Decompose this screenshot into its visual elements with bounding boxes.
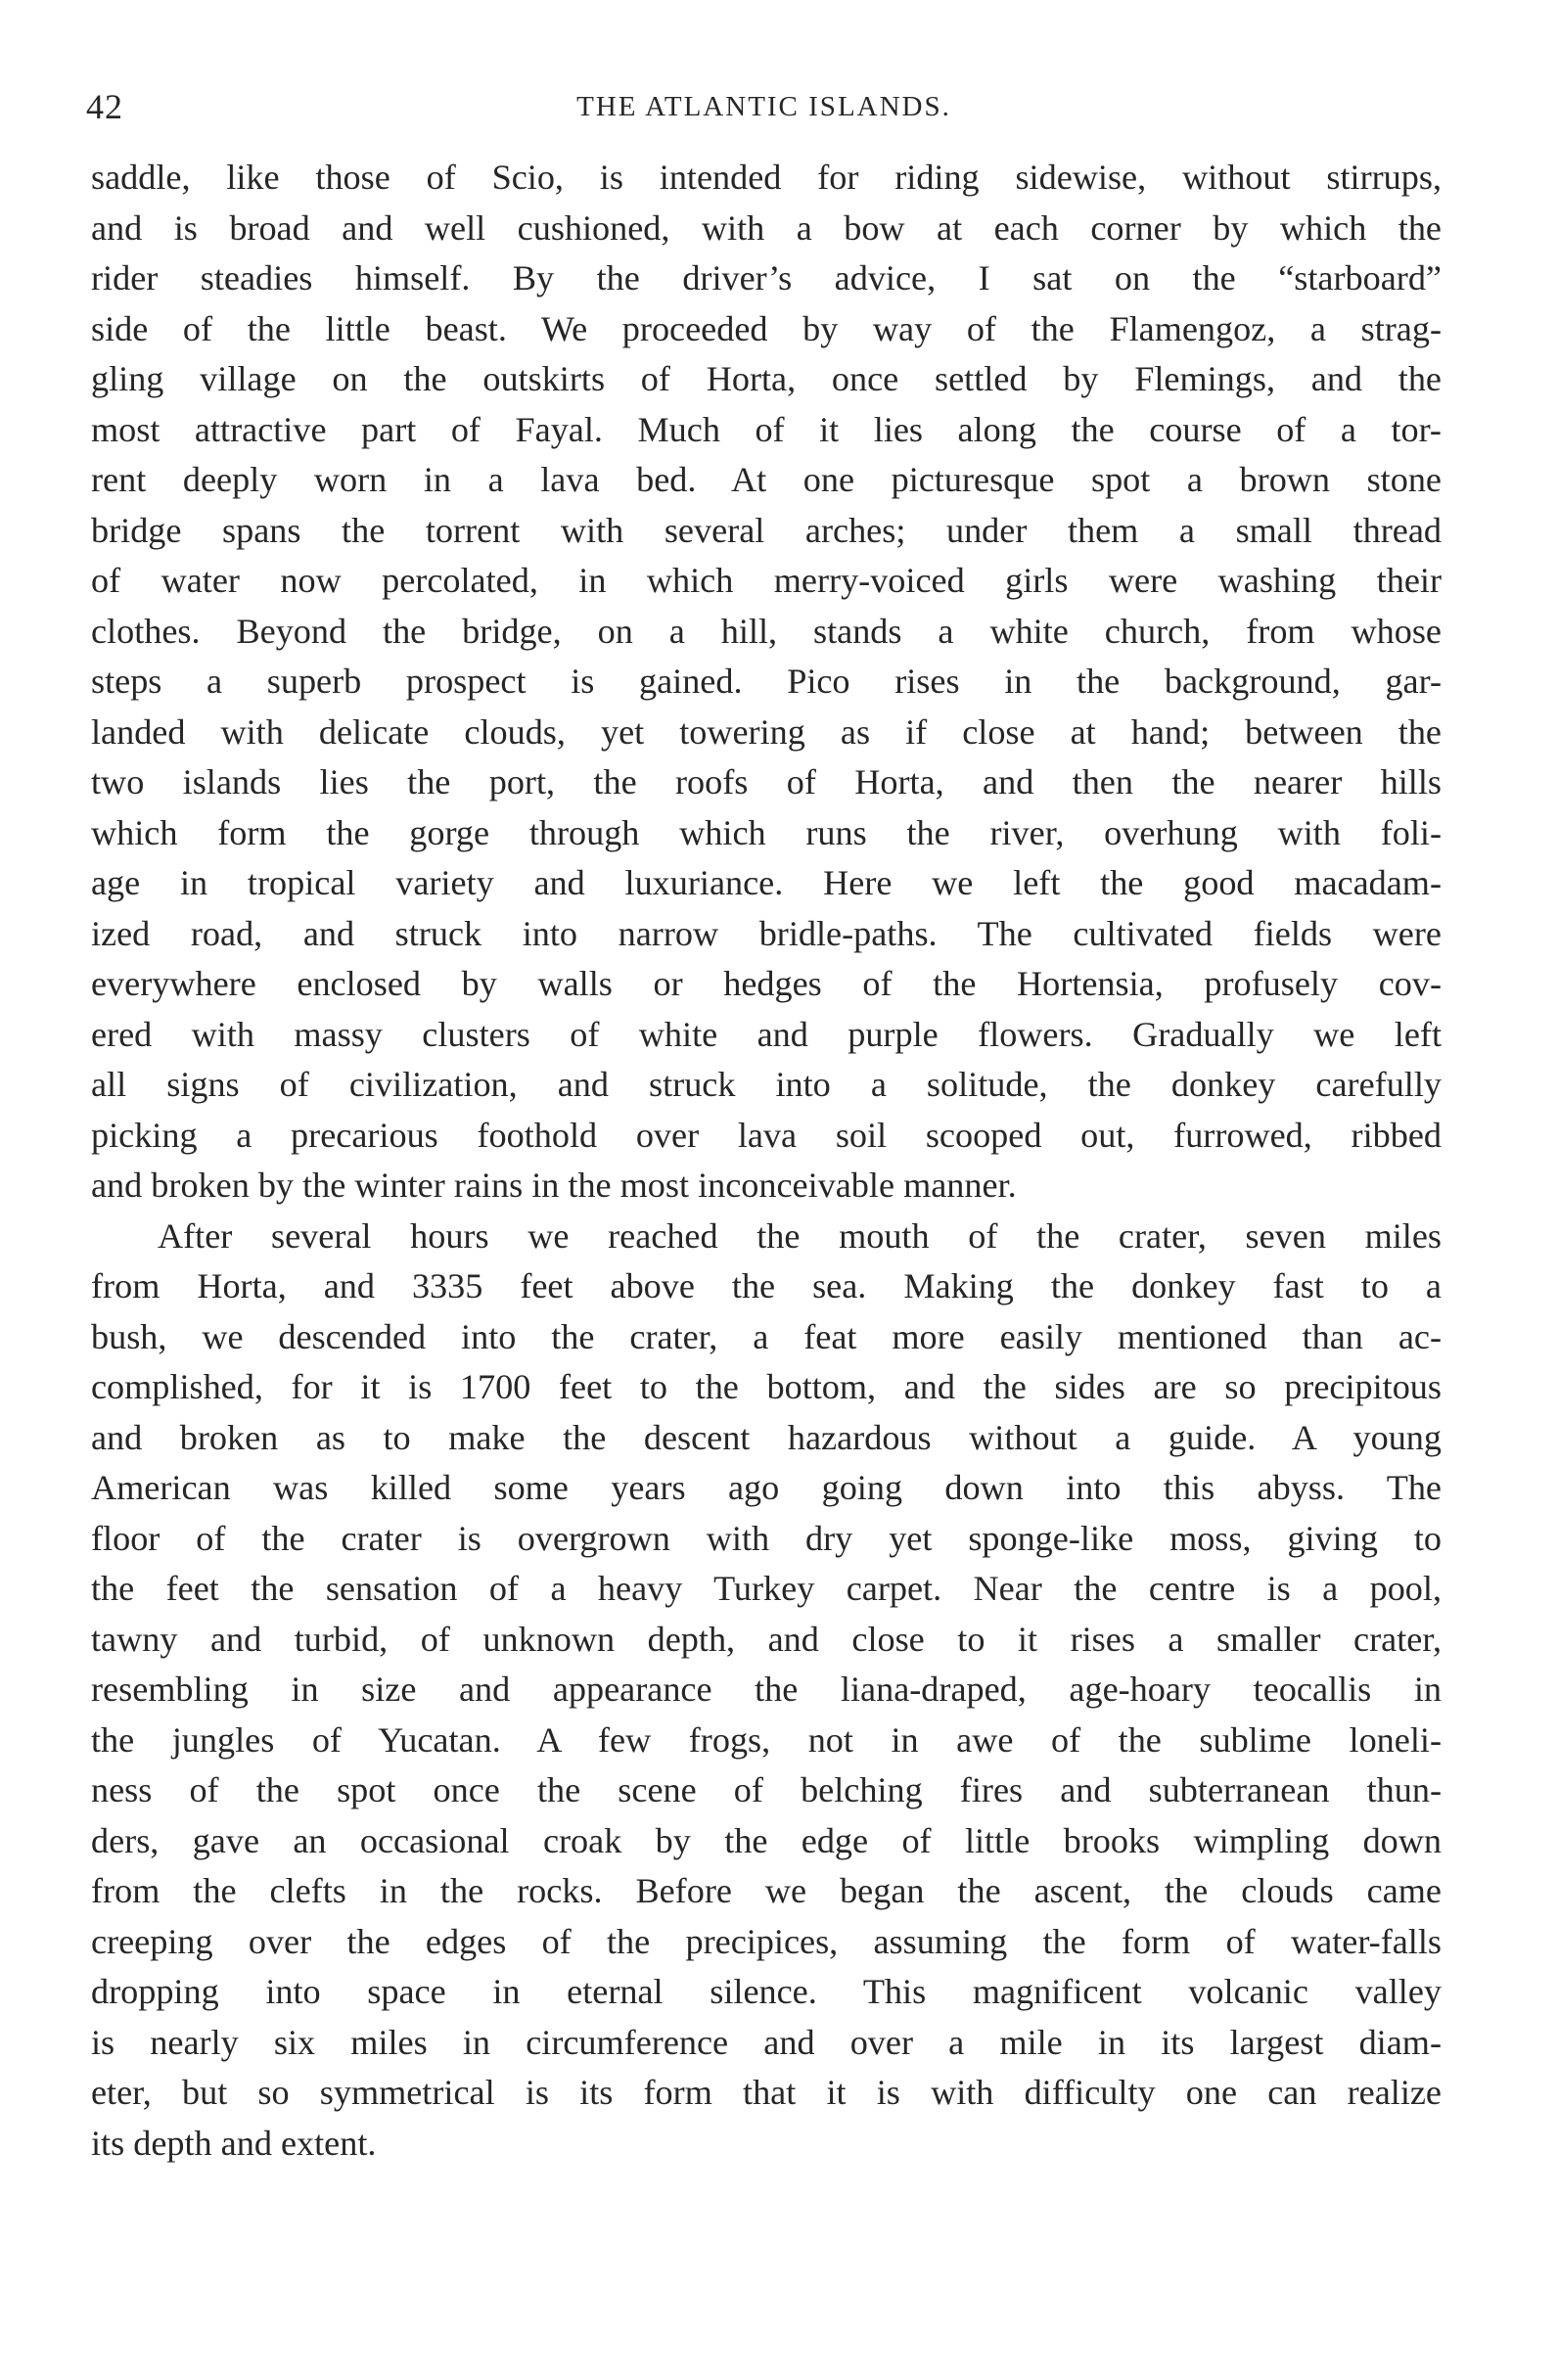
text-line: resembling in size and appearance the liana-draped, age-hoary teocallis in — [91, 1670, 1442, 1709]
text-line: steps a superb prospect is gained. Pico rises in the background, gar- — [91, 662, 1442, 701]
text-line: everywhere enclosed by walls or hedges of the Hortensia, profusely cov- — [91, 964, 1442, 1003]
text-line: creeping over the edges of the precipices, assuming the form of water-falls — [91, 1921, 1442, 1961]
text-line: all signs of civilization, and struck into a solitude, the donkey carefully — [91, 1065, 1442, 1104]
text-line: American was killed some years ago going down into this abyss. The — [91, 1468, 1442, 1507]
text-line: and is broad and well cushioned, with a bow at each corner by which the — [91, 207, 1442, 248]
text-line: most attractive part of Fayal. Much of it lies along the course of a tor- — [91, 409, 1442, 449]
body-text — [91, 153, 1442, 2169]
text-line: ness of the spot once the scene of belching fires and subterranean thun- — [91, 1770, 1442, 1809]
text-line: gling village on the outskirts of Horta, once settled by Flemings, and the — [91, 359, 1442, 398]
text-line: dropping into space in eternal silence. This magnificent volcanic valley — [91, 1972, 1442, 2011]
text-line: its depth and extent. — [91, 2123, 377, 2163]
text-line: ized road, and struck into narrow bridle-paths. The cultivated fields were — [91, 913, 1442, 953]
text-line: the feet the sensation of a heavy Turkey carpet. Near the centre is a pool, — [91, 1569, 1442, 1608]
text-line: eter, but so symmetrical is its form that it is with difficulty one can realize — [91, 2073, 1442, 2112]
page-number: 42 — [86, 87, 123, 126]
text-line: ered with massy clusters of white and purple flowers. Gradually we left — [91, 1014, 1442, 1054]
text-line: which form the gorge through which runs the river, overhung with foli- — [91, 812, 1442, 852]
text-line: age in tropical variety and luxuriance. Here we left the good macadam- — [91, 863, 1442, 902]
text-line: of water now percolated, in which merry-voiced girls were washing their — [91, 561, 1442, 600]
text-line: ders, gave an occasional croak by the edge of little brooks wimpling down — [91, 1820, 1442, 1860]
text-line: bush, we descended into the crater, a feat more easily mentioned than ac- — [91, 1316, 1442, 1356]
text-line: from Horta, and 3335 feet above the sea. Making the donkey fast to a — [91, 1266, 1442, 1305]
text-line: is nearly six miles in circumference and over a mile in its largest diam- — [91, 2022, 1442, 2062]
text-line: two islands lies the port, the roofs of Horta, and then the nearer hills — [91, 762, 1442, 801]
text-line: After several hours we reached the mouth of the crater, seven miles — [158, 1215, 1442, 1256]
text-line: clothes. Beyond the bridge, on a hill, stands a white church, from whose — [91, 611, 1442, 651]
text-line: rent deeply worn in a lava bed. At one picturesque spot a brown stone — [91, 460, 1442, 499]
paragraph-2 — [91, 1212, 1442, 2170]
text-line: and broken as to make the descent hazardous without a guide. A young — [91, 1417, 1442, 1457]
text-line: side of the little beast. We proceeded by way of the Flamengoz, a strag- — [91, 308, 1442, 348]
paragraph-1 — [91, 153, 1442, 1212]
text-line: picking a precarious foothold over lava soil scooped out, furrowed, ribbed — [91, 1115, 1442, 1155]
text-line: from the clefts in the rocks. Before we began the ascent, the clouds came — [91, 1871, 1442, 1910]
text-line: the jungles of Yucatan. A few frogs, not in awe of the sublime loneli- — [91, 1719, 1442, 1760]
text-line: and broken by the winter rains in the most inconceivable manner. — [91, 1166, 1017, 1205]
text-line: landed with delicate clouds, yet towering as if close at hand; between the — [91, 711, 1442, 752]
text-line: floor of the crater is overgrown with dry yet sponge-like moss, giving to — [91, 1518, 1442, 1558]
running-title: THE ATLANTIC ISLANDS. — [576, 91, 951, 122]
text-line: tawny and turbid, of unknown depth, and close to it rises a smaller crater, — [91, 1619, 1442, 1659]
text-line: bridge spans the torrent with several arches; under them a small thread — [91, 510, 1442, 550]
text-line: rider steadies himself. By the driver’s advice, I sat on the “starboard” — [91, 258, 1442, 298]
text-line: saddle, like those of Scio, is intended for riding sidewise, without stirrups, — [91, 158, 1442, 197]
text-line: complished, for it is 1700 feet to the bottom, and the sides are so precipitous — [91, 1367, 1442, 1406]
running-head — [86, 82, 1442, 131]
